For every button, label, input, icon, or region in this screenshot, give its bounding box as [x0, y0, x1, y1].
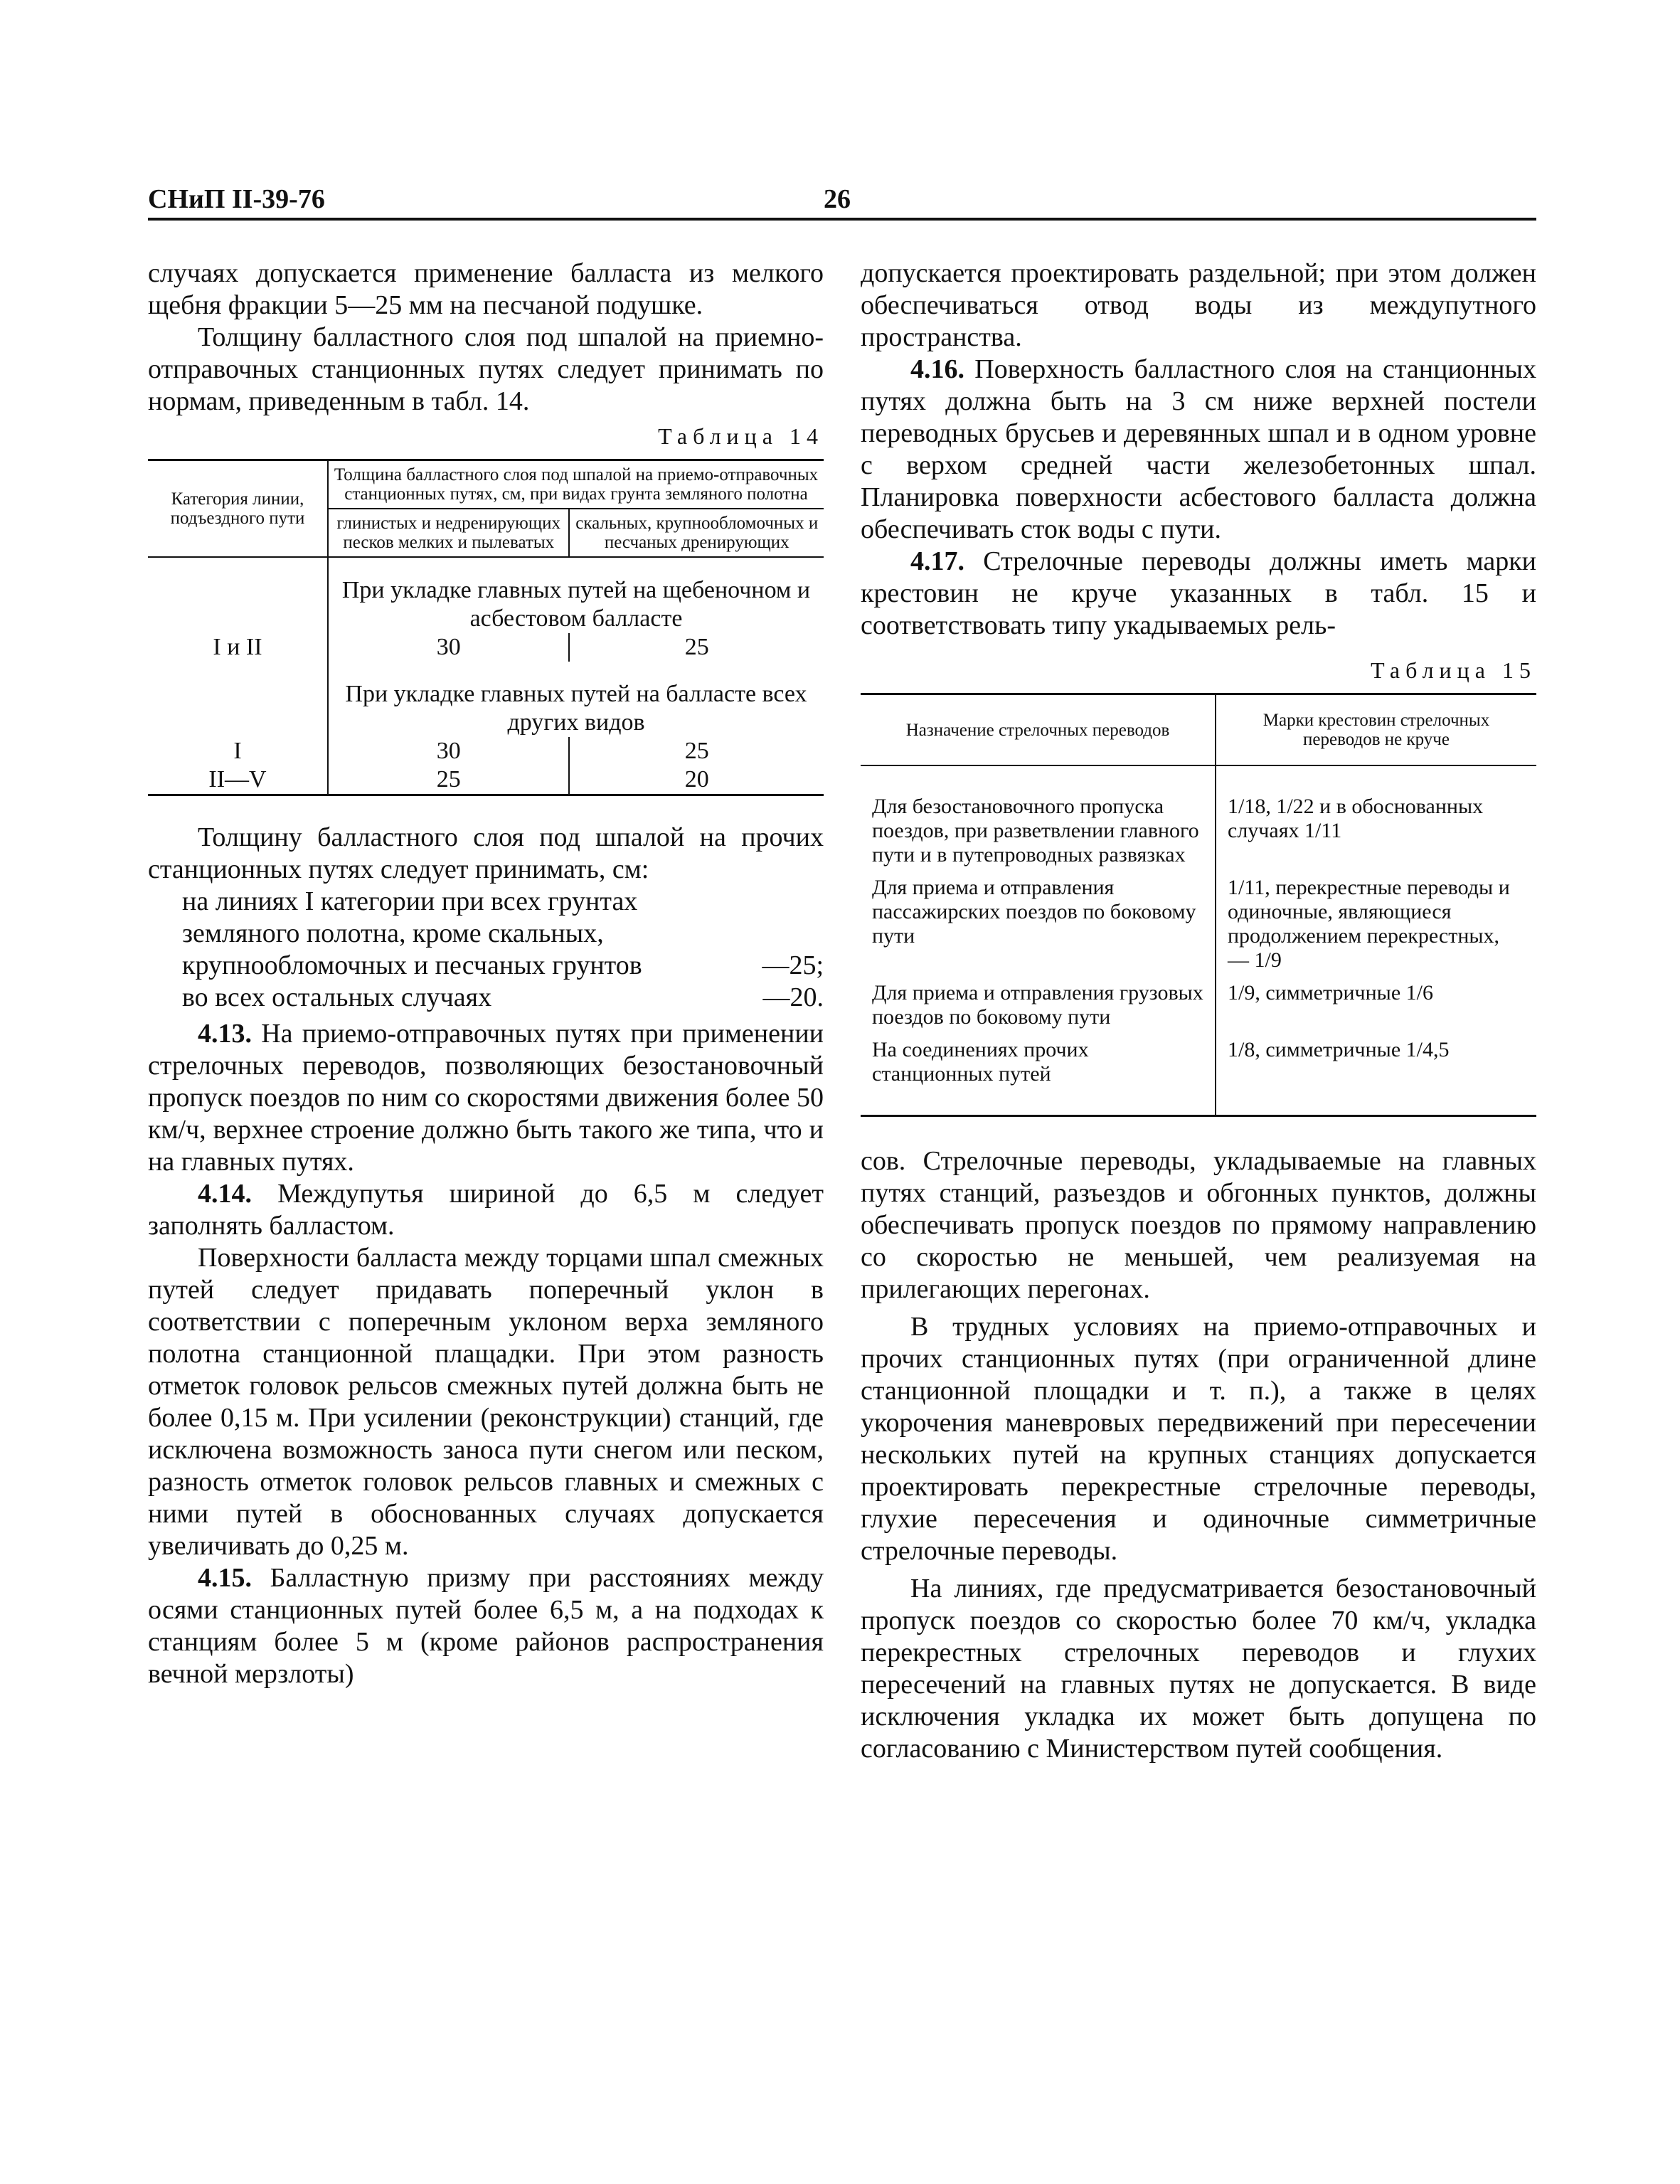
paragraph: Поверхности балласта между торцами шпал смежных путей следует придавать поперечный уклон в соответствии с поперечным уклоном верха земляного полотна станционной плащадки. При этом разность отметок головок рельсов смежных путей должна быть не более 0,15 м. При усилении (реконструкции) станций, где исключена возможность заноса пути снегом или песком, разность отметок головок рельсов главных и смежных с ними путей в обоснованных случаях допускается увеличивать до 0,25 м.: [148, 1243, 824, 1561]
table-row: [861, 977, 1536, 1034]
table-cell: Для приема и отправления грузовых поездов по боковому пути: [872, 981, 1203, 1029]
right-column: [861, 258, 1536, 1765]
table-cell: I: [233, 738, 242, 764]
header-rule: [148, 218, 1536, 221]
section-number: 4.13.: [198, 1019, 252, 1049]
table-group-label: При укладке главных путей на щебеночном и асбестовом балласте: [328, 557, 824, 633]
table-cell: I и II: [213, 634, 262, 660]
page-number: 26: [824, 184, 851, 214]
section-4-14: [148, 1178, 824, 1242]
list-item: [182, 950, 824, 982]
list-item-label: во всех остальных случаях: [182, 982, 492, 1012]
table-cell: 30: [328, 737, 569, 765]
table-header: скальных, крупнообломочных и песчаных дренирующих: [569, 509, 824, 557]
table-cell: Для приема и отправления пассажирских поездов по боковому пути: [872, 876, 1196, 948]
section-number: 4.15.: [198, 1563, 252, 1593]
paragraph: Толщину балластного слоя под шпалой на прочих станционных путях следует принимать, см:: [148, 822, 824, 884]
section-4-17: [861, 546, 1536, 642]
table-row: [861, 765, 1536, 871]
section-text: Поверхность балластного слоя на станционных путях должна быть на 3 см ниже верхней постели переводных брусьев и деревянных шпал и в одном уровне с верхом средней части железобетонных шпал. Планировка поверхности асбестового балласта должна обеспечивать сток воды с пути.: [861, 354, 1537, 544]
list-item: земляного полотна, кроме скальных,: [182, 918, 604, 948]
section-4-16: [861, 354, 1536, 546]
table-cell: 1/18, 1/22 и в обоснованных случаях 1/11: [1216, 765, 1536, 871]
table-group-label: При укладке главных путей на балласте всех других видов: [328, 662, 824, 737]
section-4-15: [148, 1562, 824, 1690]
left-column: [148, 258, 824, 1690]
table-cell: 25: [569, 737, 824, 765]
table-cell: 20: [569, 765, 824, 795]
table-15-caption: Таблица 15: [1371, 657, 1536, 683]
table-cell: На соединениях прочих станционных путей: [872, 1038, 1089, 1086]
section-text: Междупутья шириной до 6,5 м следует заполнять балластом.: [148, 1179, 824, 1241]
table-cell: 1/9, симметричные 1/6: [1216, 977, 1536, 1034]
table-header: Категория линии, подъездного пути: [148, 460, 328, 558]
section-number: 4.14.: [198, 1179, 252, 1209]
list-item-value: —20.: [762, 982, 824, 1012]
list-item-value: —25;: [762, 950, 824, 980]
table-15: [861, 693, 1536, 1117]
paragraph: сов. Стрелочные переводы, укладываемые на главных путях станций, разъездов и обгонных пунктов, должны обеспечивать пропуск поездов по прямому направлению со скоростью не меньшей, чем реализуемая на прилегающих перегонах.: [861, 1146, 1536, 1304]
table-row: [861, 871, 1536, 977]
section-4-13: [148, 1018, 824, 1178]
paragraph: На линиях, где предусматривается безостановочный пропуск поездов со скоростью более 70 км/ч, укладка перекрестных стрелочных переводов и глухих пересечений на главных путях не допускается. В виде исключения укладка их может быть допущена по согласованию с Министерством путей сообщения.: [861, 1574, 1536, 1764]
table-header: Толщина балластного слоя под шпалой на приемо-отправочных станционных путях, см, при видах грунта земляного полотна: [328, 460, 824, 509]
section-text: На приемо-отправочных путях при применении стрелочных переводов, позволяющих безостановочный пропуск поездов по ним со скоростями движения более 50 км/ч, верхнее строение должно быть такого же типа, что и на главных путях.: [148, 1019, 824, 1177]
table-cell: 1/8, симметричные 1/4,5: [1216, 1034, 1536, 1116]
table-cell: 25: [328, 765, 569, 795]
paragraph: В трудных условиях на приемо-отправочных и прочих станционных путях (при ограниченной длине станционной площадки и т. п.), а также в целях укорочения маневровых передвижений при пересечении нескольких путей на крупных станциях допускается проектировать перекрестные стрелочные переводы, глухие пересечения и одиночные симметричные стрелочные переводы.: [861, 1312, 1536, 1566]
table-cell: 1/11, перекрестные переводы и одиночные, являющиеся продолжением перекрестных, — 1/9: [1216, 871, 1536, 977]
table-cell: 30: [328, 633, 569, 662]
section-number: 4.17.: [910, 546, 964, 576]
section-text: Балластную призму при расстояниях между осями станционных путей более 6,5 м, а на подходах к станциям более 5 м (кроме районов распространения вечной мерзлоты): [148, 1563, 824, 1689]
table-header: Марки крестовин стрелочных переводов не круче: [1216, 694, 1536, 766]
paragraph: Толщину балластного слоя под шпалой на приемно-отправочных станционных путях следует принимать по нормам, приведенным в табл. 14.: [148, 322, 824, 416]
table-14: [148, 459, 824, 796]
section-text: Стрелочные переводы должны иметь марки крестовин не круче указанных в табл. 15 и соответствовать типу укадываемых рель-: [861, 546, 1536, 640]
paragraph: допускается проектировать раздельной; при этом должен обеспечиваться отвод воды из междупутного пространства.: [861, 258, 1536, 352]
document-code: СНиП II-39-76: [148, 184, 325, 214]
table-cell: Для безостановочного пропуска поездов, при разветвлении главного пути и в путепроводных развязках: [872, 795, 1199, 866]
table-cell: 25: [569, 633, 824, 662]
table-row: [861, 1034, 1536, 1116]
table-header: глинистых и недренирующих песков мелких и пылеватых: [328, 509, 569, 557]
table-cell: II—V: [208, 766, 267, 793]
list-item: на линиях I категории при всех грунтах: [182, 886, 638, 916]
thickness-list: [182, 886, 824, 1014]
section-number: 4.16.: [910, 354, 964, 384]
table-14-caption: Таблица 14: [658, 423, 824, 449]
list-item-label: крупнообломочных и песчаных грунтов: [182, 950, 642, 980]
list-item: [182, 982, 824, 1014]
paragraph: случаях допускается применение балласта из мелкого щебня фракции 5—25 мм на песчаной подушке.: [148, 258, 824, 320]
table-header: Назначение стрелочных переводов: [861, 694, 1216, 766]
